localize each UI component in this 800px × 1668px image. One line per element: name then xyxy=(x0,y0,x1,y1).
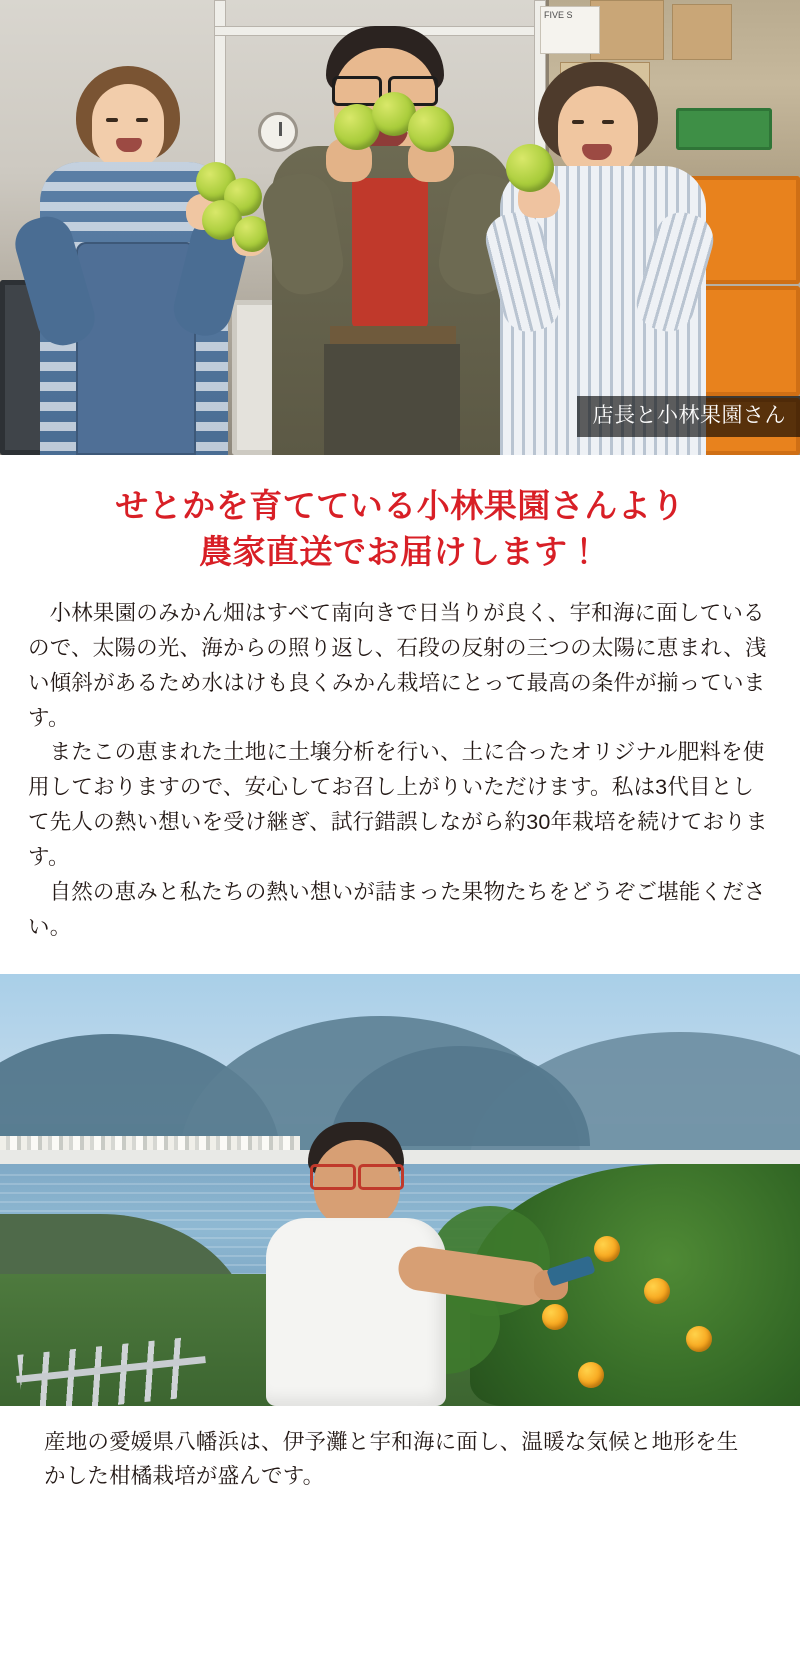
paper-sign: FIVE S xyxy=(540,6,600,54)
face xyxy=(558,86,638,178)
paragraph: 小林果園のみかん畑はすべて南向きで日当りが良く、宇和海に面しているので、太陽の光、海からの照り返し、石段の反射の三つの太陽に恵まれ、浅い傾斜があるため水はけも良くみかん栽培にとって最高の条件が揃っています。 xyxy=(28,601,767,730)
eye xyxy=(136,118,148,122)
cardboard-box xyxy=(590,0,664,60)
body-copy xyxy=(28,596,772,944)
face xyxy=(92,84,164,170)
bottom-caption-text: 産地の愛媛県八幡浜は、伊予灘と宇和海に面し、温暖な気候と地形を生かした柑橘栽培が盛んです。 xyxy=(44,1430,739,1488)
cardboard-box xyxy=(672,4,732,60)
eye xyxy=(106,118,118,122)
citrus-fruit xyxy=(408,106,454,152)
farmer xyxy=(248,1122,508,1406)
headline-line-2: 農家直送でお届けします！ xyxy=(199,532,601,570)
citrus-fruit xyxy=(506,144,554,192)
eye xyxy=(572,120,584,124)
denim-apron xyxy=(76,242,196,455)
red-shirt xyxy=(352,178,428,328)
eye xyxy=(602,120,614,124)
paragraph: 自然の恵みと私たちの熱い想いが詰まった果物たちをどうぞご堪能ください。 xyxy=(28,879,766,939)
intro-text-section xyxy=(0,455,800,974)
bottom-caption-section xyxy=(0,1406,800,1517)
bottom-photo xyxy=(0,974,800,1406)
paragraph: またこの恵まれた土地に土壌分析を行い、土に合ったオリジナル肥料を使用しておりますので、安心してお召し上がりいただけます。私は3代目として先人の熱い想いを受け継ぎ、試行錯誤しながら約30年栽培を続けております。 xyxy=(28,740,768,869)
person-left-woman xyxy=(18,66,268,455)
page-title xyxy=(28,483,772,574)
top-photo-caption: 店長と小林果園さん xyxy=(577,396,800,437)
person-center-man xyxy=(268,26,516,455)
trousers xyxy=(324,344,460,455)
top-photo xyxy=(0,0,800,455)
glasses-icon xyxy=(310,1164,404,1184)
headline-line-1: せとかを育てている小林果園さんより xyxy=(115,487,685,524)
